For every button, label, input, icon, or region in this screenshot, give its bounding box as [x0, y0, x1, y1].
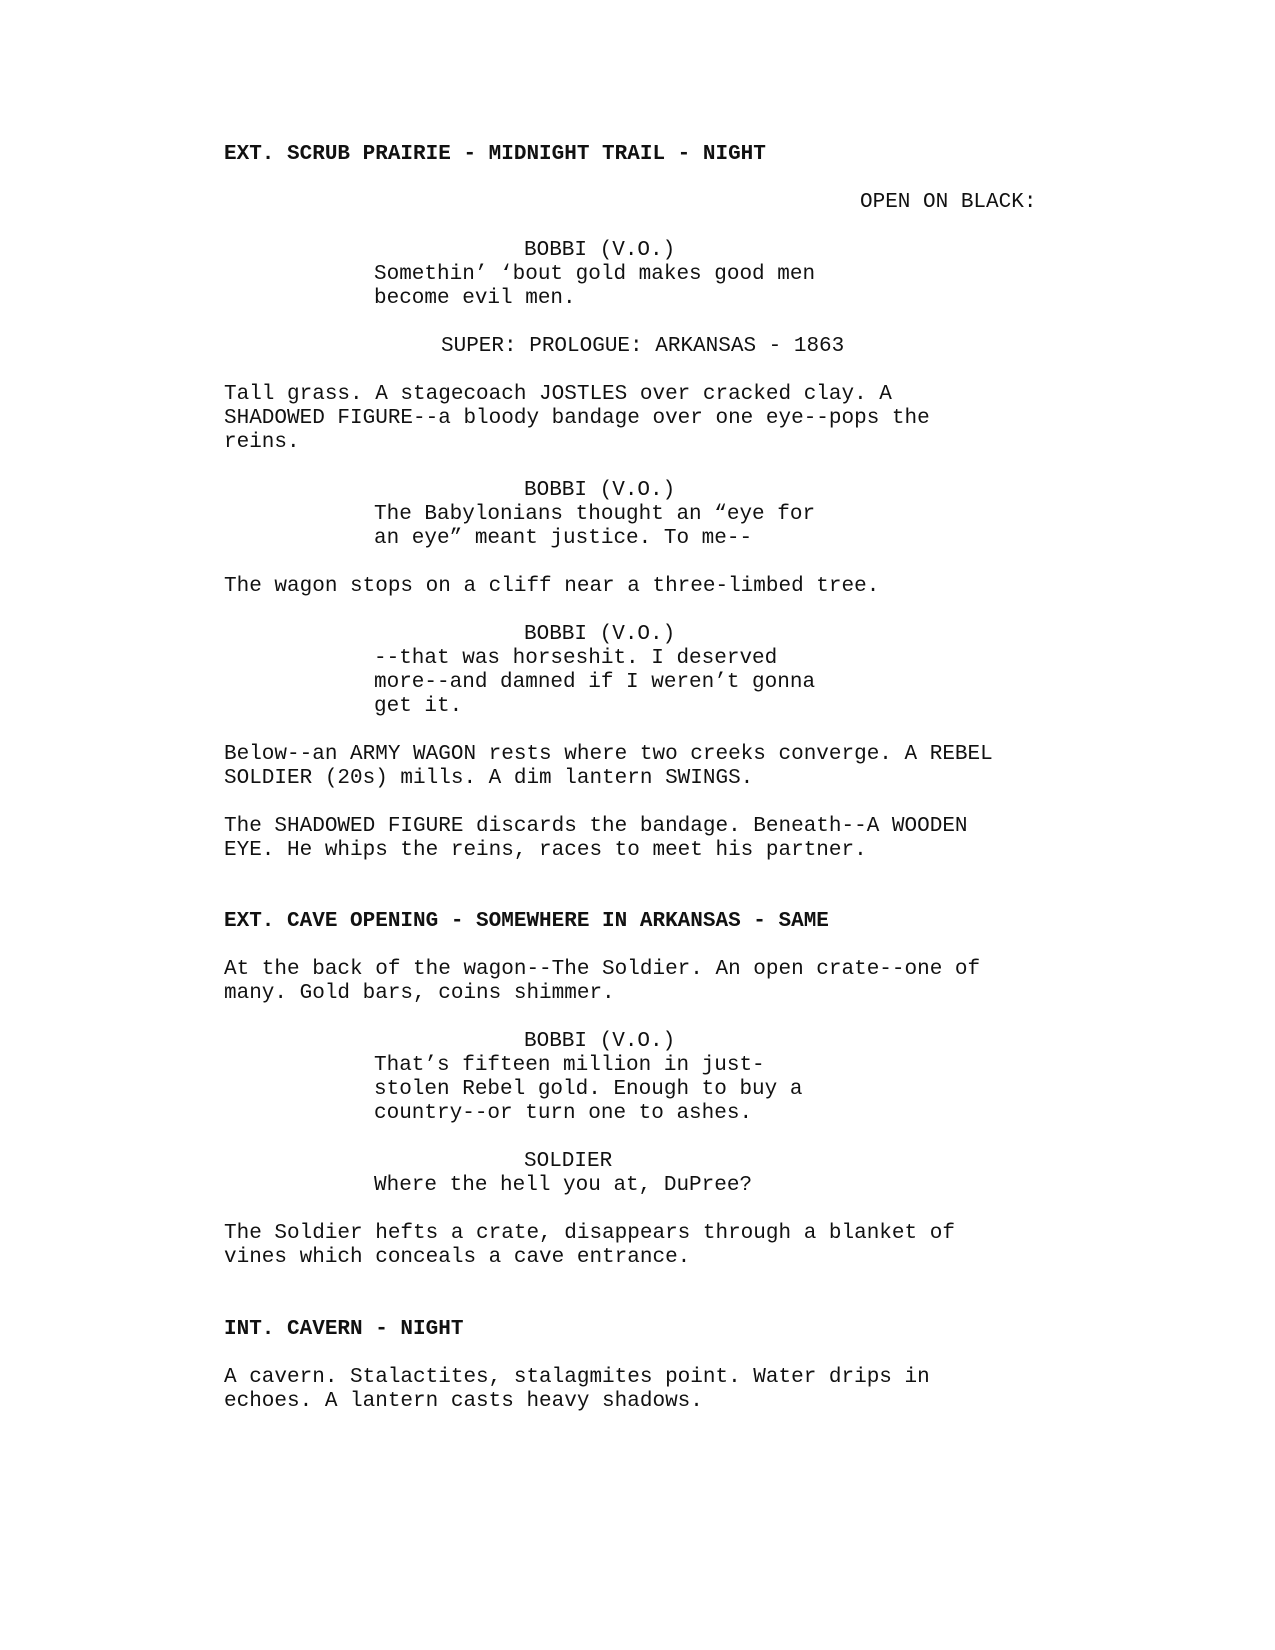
action-line: The SHADOWED FIGURE discards the bandage. Beneath--A WOODEN: [224, 815, 968, 838]
dialogue-line: get it.: [374, 695, 463, 718]
dialogue-line: The Babylonians thought an “eye for: [374, 503, 816, 526]
dialogue-line: become evil men.: [374, 287, 576, 310]
character-cue: BOBBI (V.O.): [524, 623, 676, 646]
character-cue: SOLDIER: [524, 1150, 613, 1173]
action-line: At the back of the wagon--The Soldier. An open crate--one of: [224, 958, 981, 981]
dialogue-line: --that was horseshit. I deserved: [374, 647, 778, 670]
character-cue: BOBBI (V.O.): [524, 479, 676, 502]
transition: OPEN ON BLACK:: [860, 191, 1037, 214]
dialogue-line: stolen Rebel gold. Enough to buy a: [374, 1078, 803, 1101]
dialogue-line: Somethin’ ‘bout gold makes good men: [374, 263, 816, 286]
character-cue: BOBBI (V.O.): [524, 1030, 676, 1053]
dialogue-line: Where the hell you at, DuPree?: [374, 1174, 753, 1197]
scene-heading: EXT. CAVE OPENING - SOMEWHERE IN ARKANSAS - SAME: [224, 910, 829, 933]
super-title: SUPER: PROLOGUE: ARKANSAS - 1863: [441, 335, 845, 358]
scene-heading: EXT. SCRUB PRAIRIE - MIDNIGHT TRAIL - NIGHT: [224, 143, 766, 166]
dialogue-line: That’s fifteen million in just-: [374, 1054, 765, 1077]
dialogue-line: more--and damned if I weren’t gonna: [374, 671, 816, 694]
scene-heading: INT. CAVERN - NIGHT: [224, 1318, 464, 1341]
action-line: A cavern. Stalactites, stalagmites point. Water drips in: [224, 1366, 930, 1389]
action-line: echoes. A lantern casts heavy shadows.: [224, 1390, 703, 1413]
action-line: The wagon stops on a cliff near a three-limbed tree.: [224, 575, 880, 598]
action-line: vines which conceals a cave entrance.: [224, 1246, 691, 1269]
action-line: The Soldier hefts a crate, disappears through a blanket of: [224, 1222, 955, 1245]
action-line: reins.: [224, 431, 300, 454]
action-line: SHADOWED FIGURE--a bloody bandage over one eye--pops the: [224, 407, 930, 430]
character-cue: BOBBI (V.O.): [524, 239, 676, 262]
action-line: Tall grass. A stagecoach JOSTLES over cracked clay. A: [224, 383, 892, 406]
action-line: many. Gold bars, coins shimmer.: [224, 982, 615, 1005]
action-line: Below--an ARMY WAGON rests where two creeks converge. A REBEL: [224, 743, 993, 766]
action-line: SOLDIER (20s) mills. A dim lantern SWINGS.: [224, 767, 754, 790]
dialogue-line: country--or turn one to ashes.: [374, 1102, 753, 1125]
dialogue-line: an eye” meant justice. To me--: [374, 527, 753, 550]
action-line: EYE. He whips the reins, races to meet his partner.: [224, 839, 867, 862]
